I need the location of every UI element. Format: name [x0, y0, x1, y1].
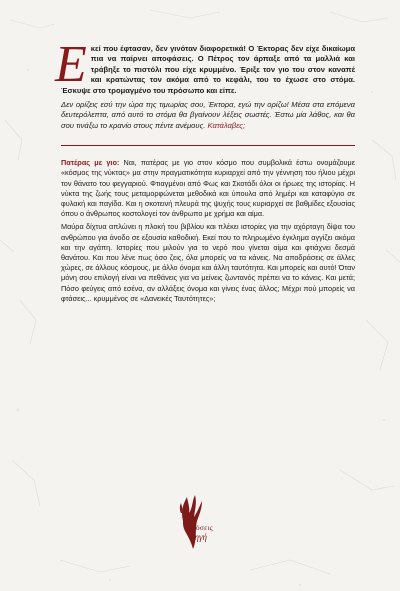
excerpt-italic-paragraph [61, 100, 355, 131]
back-cover-text [55, 36, 355, 304]
description-lead: Πατέρας με γιο: [61, 158, 120, 168]
description-paragraph-1 [61, 158, 355, 219]
excerpt-paragraph [55, 36, 355, 96]
publisher-name-line1: εκδόσεις [185, 523, 213, 532]
excerpt-bold-text: κεί που έφτασαν, δεν γινόταν διαφορετικά! Ο Έκτορας δεν είχε δικαίωμα πια να παίρνει αποφάσεις. Ο Πέτρος τον άρπαξε από τα μαλλιά και τράβηξε το πιστόλι που είχε κρυμμένο. Έριξε τον γιο του στον καναπέ και κρατώντας τον ακόμα από το κεφάλι, του το έχωσε στο στόμα. Έσκυψε στο τρομαγμένο του πρόσωπο και είπε. [61, 44, 355, 95]
flame-mark-icon [171, 491, 231, 551]
excerpt-italic-text: Δεν ορίζεις εσύ την ώρα της τιμωρίας σου, Έκτορα, εγώ την ορίζω! Μέσα στα επόμενα δευτερόλεπτα, από αυτό το στόμα θα βγαίνουν λέξεις σωστές. Έστω μία λάθος, και θα σου τινάξω το κρανίο στους πέντε ανέμους. [61, 100, 355, 130]
drop-cap: Ε [55, 36, 87, 93]
description-paragraph-2: Μαύρα δίχτυα απλώνει η πλοκή του βιβλίου και πλέκει ιστορίες για την αχόρταγη δίψα του ανθρώπου για άνοδο σε εξουσία καθοδική. Εκεί που το πληρωμένο έγκλημα αγγίζει ακόμα και την αγάπη. Ιστορίες που μιλούν για το νερό που γίνεται αίμα και φτιάχνει δεσμά θανάτου. Και που λένε πως όσο ζεις, όλα μπορείς να τα κάνεις. Να αποδράσεις σε άλλες χώρες, σε άλλους κόσμους, με άλλο όνομα και άλλη ταυτότητα. Και μπορείς και αυτό! Όταν μόνη σου επιλογή είναι να πεθάνεις για να μείνεις ζωντανός πρέπει να το κάνεις. Και μετά; Πόσο φεύγεις από εσένα, αν αλλάξεις όνομα και γίνεις ένας άλλος; Μέχρι πού μπορείς να φτάσεις... κρυμμένος σε «Δανεικές Ταυτότητες»; [61, 222, 355, 303]
publisher-logo [171, 491, 231, 571]
section-divider [61, 145, 355, 146]
publisher-name-line2: πηγή [190, 532, 207, 542]
excerpt-italic-end: Κατάλαβες; [207, 120, 246, 130]
description-text-1: Ναι, πατέρας με γιο στον κόσμο που συμβολικά έστω ονομάζουμε «κόσμος της νύκτας» μα στην πραγματικότητα κυριαρχεί από την γέννηση του ήλιου μέχρι τον θάνατο του φεγγαριού. Φτιαγμένοι από Φως και Σκοτάδι όλοι οι ήρωες της ιστορίας. Η νύκτα της ζωής τους μεταμορφώνεται μεθοδικά και ύπουλα από λημέρι και καταφύγιο σε φυλακή και παγίδα. Και η σκοτεινή πλευρά της ψυχής τους κυριαρχεί σε βαθμίδες εξουσίας όπου ο άνθρωπος κοστολογεί τον άνθρωπο με χρήμα και αίμα. [61, 158, 355, 219]
